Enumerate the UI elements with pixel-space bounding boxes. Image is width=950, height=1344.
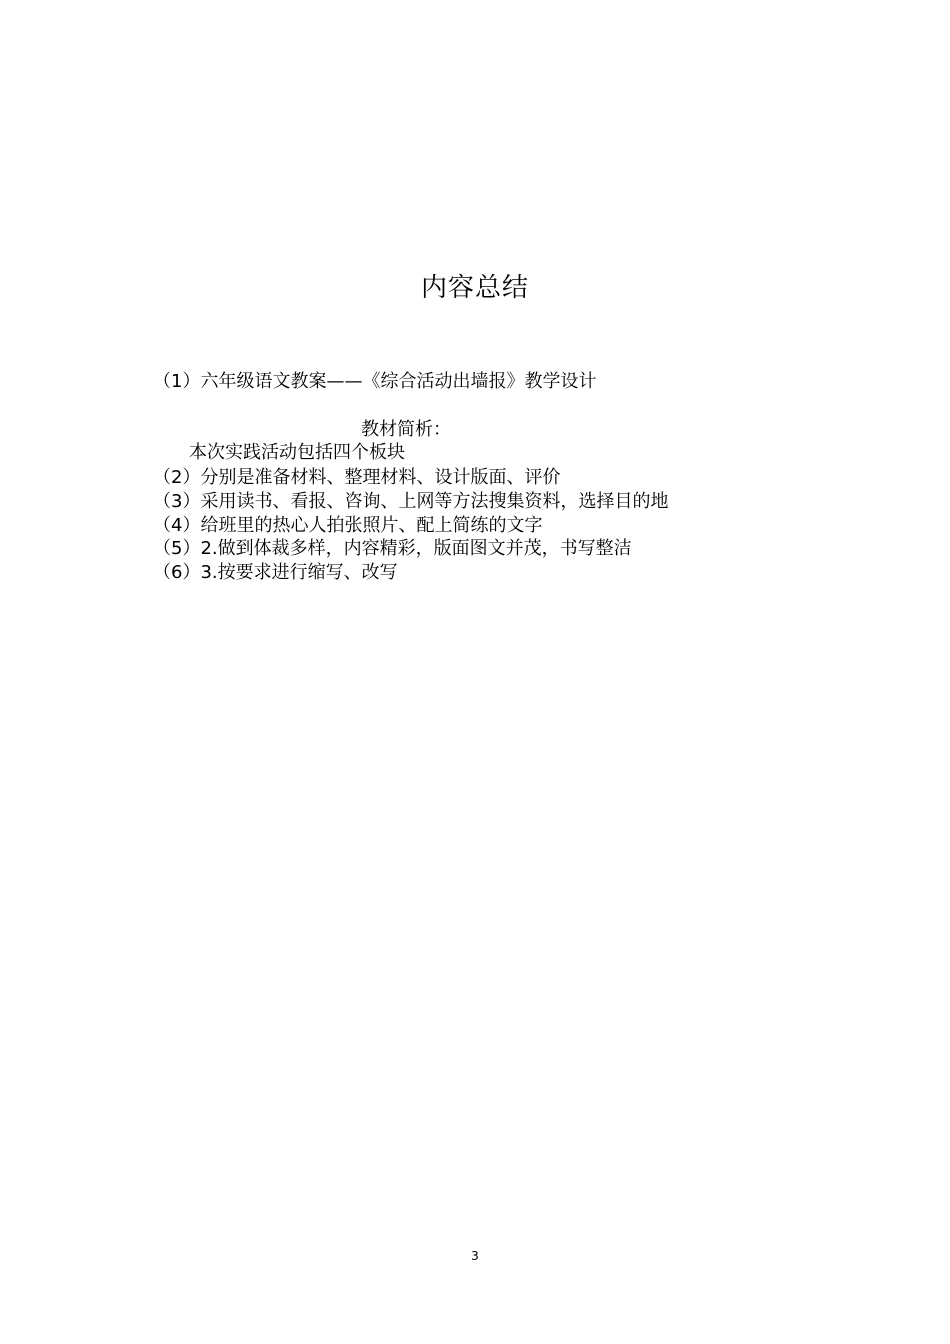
item-number: （1） bbox=[153, 371, 201, 392]
list-item-3 bbox=[153, 490, 668, 514]
item-text: 采用读书、看报、咨询、上网等方法搜集资料，选择目的地 bbox=[200, 491, 669, 512]
section-intro: 本次实践活动包括四个板块 bbox=[189, 442, 405, 463]
list-item-6 bbox=[153, 561, 398, 585]
document-title: 内容总结 bbox=[420, 273, 529, 303]
item-number: （6） bbox=[153, 562, 201, 583]
page-number: 3 bbox=[471, 1249, 479, 1263]
list-item-5 bbox=[153, 537, 632, 561]
list-item-2 bbox=[153, 466, 560, 490]
item-number: （3） bbox=[153, 491, 201, 512]
list-item-4 bbox=[153, 514, 542, 538]
item-text: 给班里的热心人拍张照片、配上简练的文字 bbox=[200, 515, 543, 536]
item-number: （5） bbox=[153, 538, 201, 559]
item-text: 3.按要求进行缩写、改写 bbox=[200, 562, 398, 583]
item-text: 分别是准备材料、整理材料、设计版面、评价 bbox=[200, 467, 561, 488]
section-subheading: 教材简析： bbox=[361, 419, 451, 440]
item-number: （2） bbox=[153, 467, 201, 488]
list-item-1 bbox=[153, 370, 596, 394]
item-number: （4） bbox=[153, 515, 201, 536]
item-text: 六年级语文教案——《综合活动出墙报》教学设计 bbox=[200, 371, 597, 392]
item-text: 2.做到体裁多样，内容精彩，版面图文并茂，书写整洁 bbox=[200, 538, 632, 559]
